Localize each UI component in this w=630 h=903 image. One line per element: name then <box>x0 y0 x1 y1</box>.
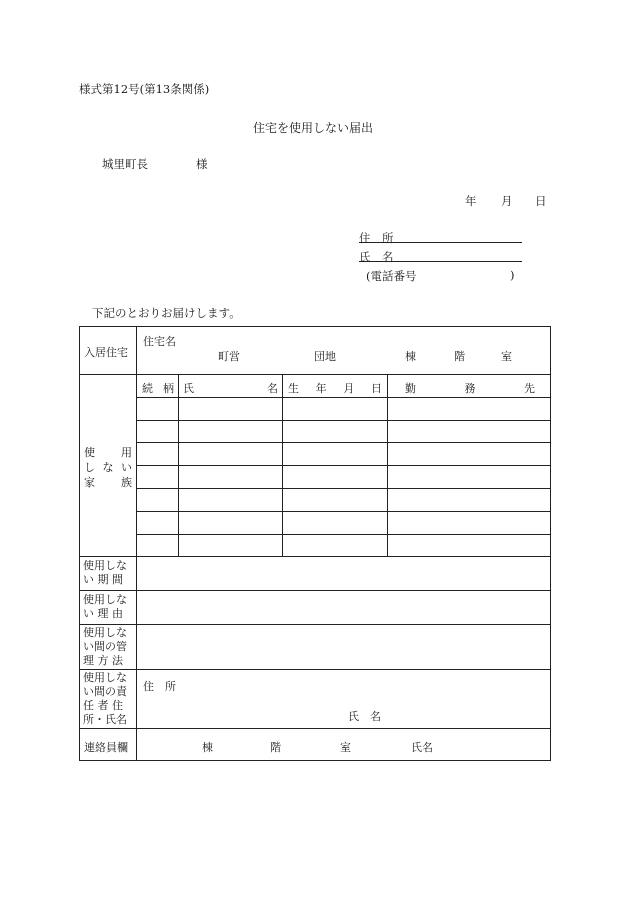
family-header-work: 勤 務 先 <box>405 382 535 395</box>
contact-name-label: 氏名 <box>411 741 433 754</box>
row-divider <box>79 728 551 729</box>
reason-label: 使用しな い 理 由 <box>83 593 127 620</box>
housing-building-label: 棟 <box>405 350 416 363</box>
form-number: 様式第12号(第13条関係) <box>79 82 210 96</box>
housing-name-label: 住宅名 <box>143 335 176 348</box>
applicant-phone-close: ) <box>510 268 515 282</box>
family-header-relation: 続 柄 <box>142 382 174 395</box>
applicant-address-line[interactable] <box>359 231 522 243</box>
housing-floor-label: 階 <box>454 350 465 363</box>
family-col-divider <box>387 374 388 556</box>
family-label-line-3: 家 族 <box>84 476 132 489</box>
family-label-line-1: 使 用 <box>84 446 132 459</box>
applicant-phone-open: (電話番号 <box>366 269 417 283</box>
responsible-address-label: 住 所 <box>143 680 176 693</box>
contact-building-label: 棟 <box>202 741 213 754</box>
date-day: 日 <box>535 194 547 208</box>
row-divider <box>79 624 551 625</box>
applicant-name-line[interactable] <box>359 250 522 262</box>
row-divider <box>79 590 551 591</box>
row-divider <box>79 669 551 670</box>
row-divider <box>79 374 551 375</box>
form-title: 住宅を使用しない届出 <box>253 121 374 135</box>
family-row-divider <box>136 534 551 535</box>
date-month: 月 <box>501 194 513 208</box>
label-column-divider <box>136 326 137 761</box>
row-divider <box>79 556 551 557</box>
addressee: 城里町長 <box>102 157 148 171</box>
family-row-divider <box>136 397 551 398</box>
responsible-label: 使用しな い間の責 任 者 住 所・氏名 <box>83 671 127 726</box>
family-col-divider <box>282 374 283 556</box>
family-row-divider <box>136 511 551 512</box>
family-row-divider <box>136 442 551 443</box>
contact-label: 連絡員欄 <box>84 741 128 754</box>
housing-label: 入居住宅 <box>84 346 128 359</box>
addressee-honorific: 様 <box>196 157 208 171</box>
responsible-name-label: 氏 名 <box>348 710 381 723</box>
management-label: 使用しな い間の管 理 方 法 <box>83 626 127 667</box>
contact-floor-label: 階 <box>270 741 281 754</box>
housing-danchi-label: 団地 <box>314 350 336 363</box>
applicant-address-label: 住 所 <box>359 231 394 245</box>
housing-town-label: 町営 <box>218 350 240 363</box>
applicant-name-label: 氏 名 <box>359 250 394 264</box>
family-label-line-2: し な い <box>84 461 132 474</box>
family-header-birth: 生 年 月 日 <box>288 382 382 395</box>
intro-text: 下記のとおりお届けします。 <box>92 306 241 320</box>
family-row-divider <box>136 465 551 466</box>
family-row-divider <box>136 420 551 421</box>
family-header-name: 氏 名 <box>183 382 278 395</box>
housing-room-label: 室 <box>501 350 512 363</box>
date-year: 年 <box>465 194 477 208</box>
contact-room-label: 室 <box>340 741 351 754</box>
family-row-divider <box>136 488 551 489</box>
period-label: 使用しな い 期 間 <box>83 559 127 586</box>
family-col-divider <box>178 374 179 556</box>
